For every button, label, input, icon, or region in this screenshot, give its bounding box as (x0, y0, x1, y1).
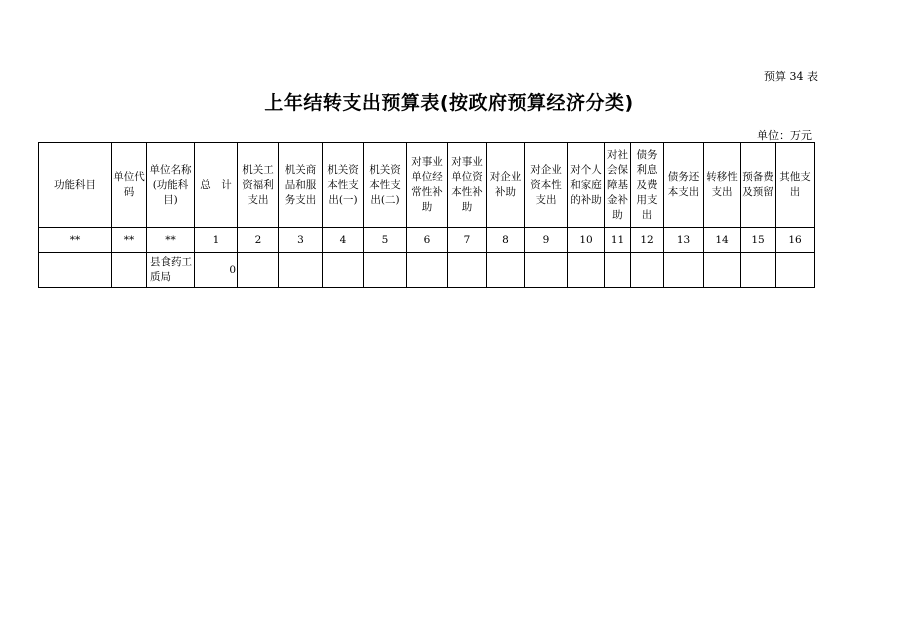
header-cell: 单位名称(功能科目) (147, 143, 195, 228)
table-cell (741, 253, 776, 288)
header-cell: 债务还本支出 (664, 143, 704, 228)
header-cell: 机关资本性支出(二) (364, 143, 407, 228)
table-cell (364, 253, 407, 288)
index-cell: 16 (776, 228, 815, 253)
index-cell: 13 (664, 228, 704, 253)
table-cell (568, 253, 605, 288)
table-cell (631, 253, 664, 288)
index-cell: 2 (238, 228, 279, 253)
index-cell: 3 (279, 228, 323, 253)
header-cell: 功能科目 (39, 143, 112, 228)
table-cell (525, 253, 568, 288)
table-cell (448, 253, 487, 288)
header-cell: 其他支出 (776, 143, 815, 228)
index-cell: 8 (487, 228, 525, 253)
unit-name-cell: 县食药工质局 (147, 253, 195, 288)
index-cell: 4 (323, 228, 364, 253)
table-cell (487, 253, 525, 288)
index-cell: 6 (407, 228, 448, 253)
index-cell: 7 (448, 228, 487, 253)
header-cell: 机关工资福利支出 (238, 143, 279, 228)
index-cell: 14 (704, 228, 741, 253)
index-cell: 1 (195, 228, 238, 253)
header-cell: 对企业补助 (487, 143, 525, 228)
header-row (39, 143, 815, 228)
index-cell: 9 (525, 228, 568, 253)
header-cell: 总 计 (195, 143, 238, 228)
table-row (39, 253, 815, 288)
index-cell: 5 (364, 228, 407, 253)
header-cell: 债务利息及费用支出 (631, 143, 664, 228)
table-cell (664, 253, 704, 288)
table-cell (238, 253, 279, 288)
header-cell: 预备费及预留 (741, 143, 776, 228)
header-cell: 对事业单位经常性补助 (407, 143, 448, 228)
header-cell: 对事业单位资本性补助 (448, 143, 487, 228)
index-cell: 10 (568, 228, 605, 253)
index-cell: 11 (605, 228, 631, 253)
total-cell: 0 (195, 253, 238, 288)
header-cell: 转移性支出 (704, 143, 741, 228)
index-cell: ** (147, 228, 195, 253)
header-cell: 机关资本性支出(一) (323, 143, 364, 228)
form-code: 预算 34 表 (764, 70, 818, 83)
header-cell: 机关商品和服务支出 (279, 143, 323, 228)
index-cell: 15 (741, 228, 776, 253)
index-row (39, 228, 815, 253)
table-cell (776, 253, 815, 288)
header-cell: 单位代码 (112, 143, 147, 228)
index-cell: ** (39, 228, 112, 253)
table-cell (323, 253, 364, 288)
table-cell (112, 253, 147, 288)
table-cell (39, 253, 112, 288)
index-cell: ** (112, 228, 147, 253)
header-cell: 对个人和家庭的补助 (568, 143, 605, 228)
index-cell: 12 (631, 228, 664, 253)
table-cell (605, 253, 631, 288)
budget-table (38, 142, 815, 288)
table-cell (279, 253, 323, 288)
page-title: 上年结转支出预算表(按政府预算经济分类) (264, 92, 634, 114)
table-cell (704, 253, 741, 288)
unit-label: 单位：万元 (757, 129, 812, 142)
table-cell (407, 253, 448, 288)
header-cell: 对企业资本性支出 (525, 143, 568, 228)
header-cell: 对社会保障基金补助 (605, 143, 631, 228)
